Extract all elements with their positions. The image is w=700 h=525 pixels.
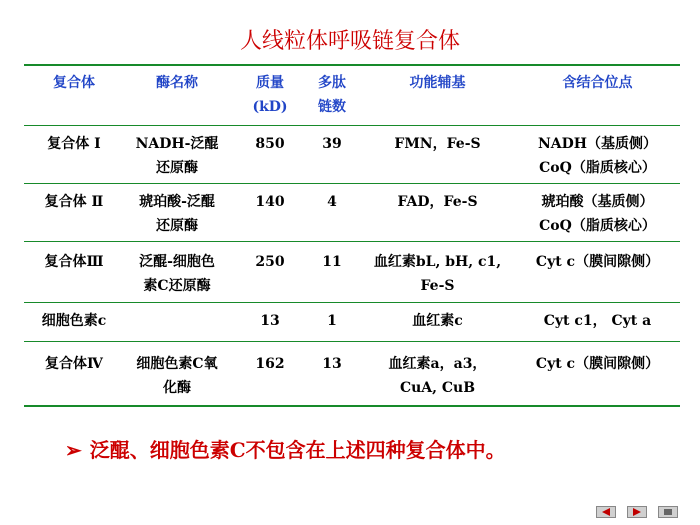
row-rule (24, 241, 680, 242)
cell-enzyme: NADH-泛醌 (135, 136, 219, 152)
header-sites: 含结合位点 (562, 75, 633, 91)
header-complex: 复合体 (53, 75, 95, 91)
cell-sites: 琥珀酸（基质侧） (541, 194, 654, 210)
header-subunits-2: 链数 (318, 99, 346, 115)
cell-complex: 复合体Ⅳ (45, 356, 103, 372)
end-icon (663, 508, 673, 516)
slide-title: 人线粒体呼吸链复合体 (239, 29, 460, 54)
cell-enzyme: 化酶 (163, 380, 191, 396)
cell-groups: FAD，Fe-S (397, 194, 478, 210)
cell-enzyme: 还原酶 (156, 160, 198, 176)
end-slide-button[interactable] (658, 506, 678, 518)
cell-groups: FMN，Fe-S (394, 136, 481, 152)
footnote (65, 434, 665, 463)
cell-sites: CoQ（脂质核心） (539, 160, 656, 176)
cell-sites: Cyt c（膜间隙侧） (535, 356, 660, 372)
cell-subunits: 11 (322, 254, 342, 270)
cell-enzyme: 素C还原酶 (143, 278, 211, 294)
cell-groups: 血红素c (412, 313, 463, 329)
header-rule (24, 125, 680, 126)
cell-enzyme: 琥珀酸-泛醌 (139, 194, 215, 210)
table-top-rule (24, 64, 680, 66)
cell-subunits: 13 (322, 356, 342, 372)
cell-subunits: 39 (322, 136, 342, 152)
cell-subunits: 4 (327, 194, 337, 210)
cell-mass: 13 (260, 313, 280, 329)
cell-groups: 血红素bL, bH, c1, (373, 254, 502, 270)
header-mass-1: 质量 (256, 75, 284, 91)
header-groups: 功能辅基 (409, 75, 466, 91)
row-rule (24, 302, 680, 303)
cell-mass: 250 (255, 254, 285, 270)
cell-sites: Cyt c1， Cyt a (543, 313, 652, 329)
cell-enzyme: 细胞色素C氧 (136, 356, 218, 372)
prev-slide-button[interactable] (596, 506, 616, 518)
cell-mass: 162 (255, 356, 285, 372)
cell-complex: 复合体 Ⅰ (47, 136, 101, 152)
cell-groups: Fe-S (420, 278, 455, 294)
cell-sites: Cyt c（膜间隙侧） (535, 254, 660, 270)
header-mass-2: (kD) (252, 99, 288, 115)
cell-complex: 复合体 Ⅱ (44, 194, 104, 210)
cell-groups: CuA, CuB (399, 380, 476, 396)
cell-mass: 140 (255, 194, 285, 210)
cell-enzyme: 泛醌-细胞色 (139, 254, 215, 270)
next-slide-button[interactable] (627, 506, 647, 518)
row-rule (24, 341, 680, 342)
cell-complex: 复合体Ⅲ (44, 254, 104, 270)
cell-subunits: 1 (327, 313, 337, 329)
cell-mass: 850 (255, 136, 285, 152)
triangle-right-icon (632, 508, 642, 516)
arrow-bullet-icon: ➢ (65, 438, 82, 462)
cell-enzyme: 还原酶 (156, 218, 198, 234)
triangle-left-icon (601, 508, 611, 516)
cell-sites: NADH（基质侧） (537, 136, 658, 152)
row-rule (24, 183, 680, 184)
cell-sites: CoQ（脂质核心） (539, 218, 656, 234)
header-enzyme: 酶名称 (156, 75, 198, 91)
header-subunits-1: 多肽 (318, 75, 346, 91)
cell-complex: 细胞色素c (41, 313, 107, 329)
cell-groups: 血红素a，a3， (388, 356, 487, 372)
table-bottom-rule (24, 405, 680, 407)
footnote-text: 泛醌、细胞色素C不包含在上述四种复合体中。 (89, 438, 506, 462)
